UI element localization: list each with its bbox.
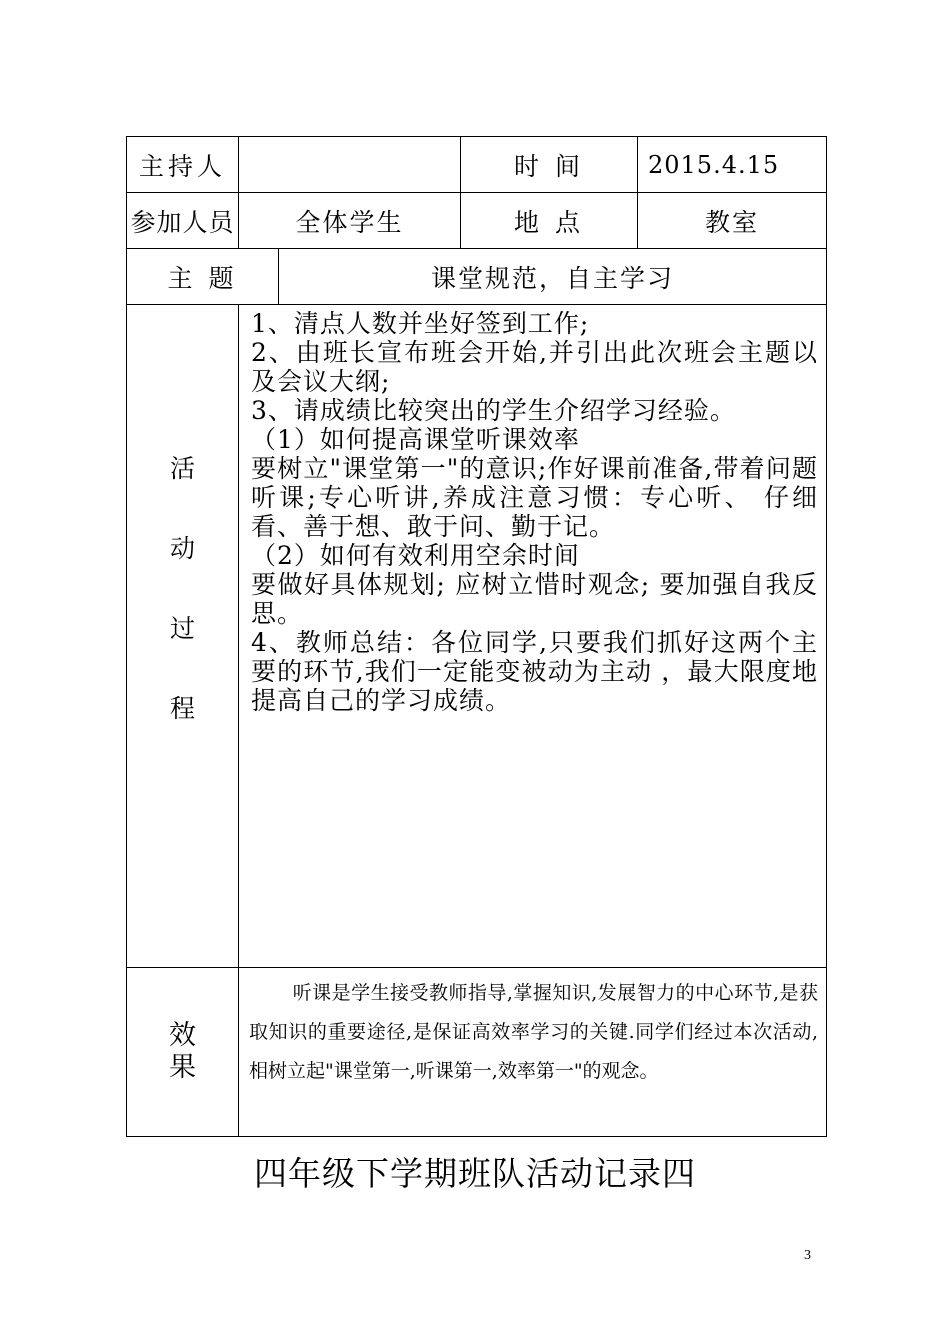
time-value: 2015.4.15 <box>638 137 827 193</box>
effect-text: 听课是学生接受教师指导,掌握知识,发展智力的中心环节,是获取知识的重要途径,是保证高效率学习的关键.同学们经过本次活动,相树立起"课堂第一,听课第一,效率第一"的观念。 <box>249 982 818 1082</box>
page-number: 3 <box>804 1248 811 1263</box>
row-host-time <box>127 137 827 193</box>
location-label: 地 点 <box>461 193 638 249</box>
effect-label <box>127 1020 238 1084</box>
process-line: 要做好具体规划; 应树立惜时观念; 要加强自我反思。 <box>251 570 818 628</box>
document-heading: 四年级下学期班队活动记录四 <box>254 1154 696 1193</box>
process-line: 4、教师总结：各位同学,只要我们抓好这两个主要的环节,我们一定能变被动为主动 ，最大限度地提高自己的学习成绩。 <box>251 628 818 715</box>
process-label-char: 程 <box>169 693 195 723</box>
effect-label-char: 果 <box>169 1052 196 1083</box>
topic-value: 课堂规范，自主学习 <box>279 249 827 305</box>
process-line: 2、由班长宣布班会开始,并引出此次班会主题以及会议大纲; <box>251 338 818 396</box>
host-label: 主持人 <box>127 137 239 193</box>
row-process <box>127 305 827 968</box>
process-line: （1）如何提高课堂听课效率 <box>251 425 580 454</box>
process-label-char: 动 <box>169 533 195 563</box>
effect-label-char: 效 <box>169 1020 196 1051</box>
row-participants-location <box>127 193 827 249</box>
process-label-char: 活 <box>169 453 195 483</box>
location-value: 教室 <box>638 193 827 249</box>
time-label: 时 间 <box>461 137 638 193</box>
row-topic <box>127 249 827 305</box>
effect-content <box>239 968 827 1137</box>
participants-label: 参加人员 <box>127 193 239 249</box>
topic-label: 主 题 <box>127 249 279 305</box>
process-label-cell <box>127 305 239 968</box>
effect-label-cell <box>127 968 239 1137</box>
process-content <box>239 305 827 968</box>
process-line: 3、请成绩比较突出的学生介绍学习经验。 <box>251 396 736 425</box>
process-label-char: 过 <box>169 613 195 643</box>
process-line: （2）如何有效利用空余时间 <box>251 541 580 570</box>
process-line: 要树立"课堂第一"的意识;作好课前准备,带着问题听课;专心听讲,养成注意习惯：专心听、 仔细看、善于想、敢于问、勤于记。 <box>251 454 818 541</box>
row-effect <box>127 968 827 1137</box>
host-value <box>239 137 461 193</box>
process-line: 1、清点人数并坐好签到工作; <box>251 309 590 338</box>
participants-value: 全体学生 <box>239 193 461 249</box>
activity-record-table <box>126 136 827 1137</box>
process-label <box>127 449 238 729</box>
